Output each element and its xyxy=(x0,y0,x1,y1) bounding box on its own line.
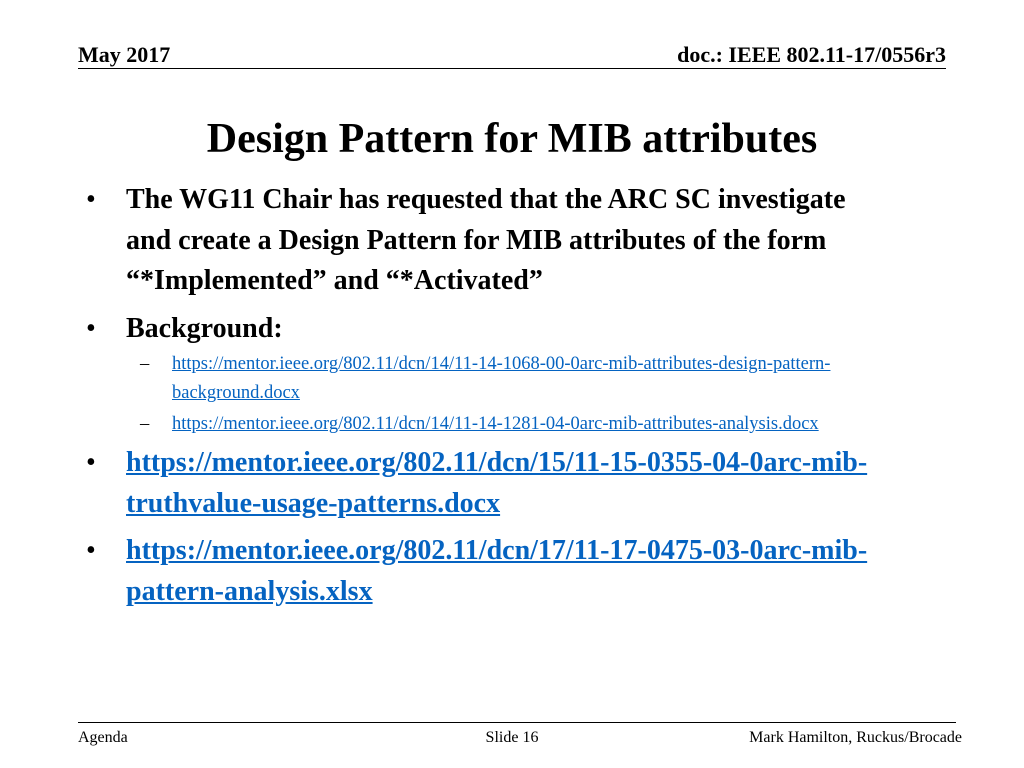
bullet-pattern-analysis-link xyxy=(78,531,958,612)
pattern-analysis-link[interactable]: https://mentor.ieee.org/802.11/dcn/17/11-17-0475-03-0arc-mib-pattern-analysis.xlsx xyxy=(126,535,868,607)
header-date: May 2017 xyxy=(78,42,171,67)
slide-body xyxy=(78,180,958,619)
sub-dash: – xyxy=(140,414,150,434)
footer-rule xyxy=(78,722,956,723)
bullet-dot: • xyxy=(86,312,96,344)
bullet-dot: • xyxy=(86,535,96,566)
slide-number: Slide 16 xyxy=(485,729,539,746)
bullet-text: The WG11 Chair has requested that the ARC SC investigate and create a Design Pattern for MIB attributes of the form “*Implemented” and “*Activated” xyxy=(126,184,846,296)
sub-item xyxy=(78,350,958,408)
bullet-request xyxy=(78,180,958,302)
header-rule xyxy=(78,68,946,69)
background-link-1[interactable]: https://mentor.ieee.org/802.11/dcn/14/11-14-1068-00-0arc-mib-attributes-design-pattern-background.docx xyxy=(172,354,831,403)
bullet-text: Background: xyxy=(126,312,283,344)
bullet-dot: • xyxy=(86,447,96,478)
truthvalue-usage-link[interactable]: https://mentor.ieee.org/802.11/dcn/15/11-15-0355-04-0arc-mib-truthvalue-usage-patterns.docx xyxy=(126,447,868,519)
bullet-dot: • xyxy=(86,184,96,215)
background-link-2[interactable]: https://mentor.ieee.org/802.11/dcn/14/11-14-1281-04-0arc-mib-attributes-analysis.docx xyxy=(172,414,819,434)
sub-dash: – xyxy=(140,354,150,374)
slide-title: Design Pattern for MIB attributes xyxy=(206,116,818,162)
bullet-truthvalue-link xyxy=(78,443,958,524)
footer-author: Mark Hamilton, Ruckus/Brocade xyxy=(749,729,962,746)
header-doc-id: doc.: IEEE 802.11-17/0556r3 xyxy=(677,42,946,67)
sub-item xyxy=(78,410,958,439)
footer-left: Agenda xyxy=(78,729,128,746)
background-sub-list xyxy=(78,350,958,439)
bullet-background xyxy=(78,309,958,350)
